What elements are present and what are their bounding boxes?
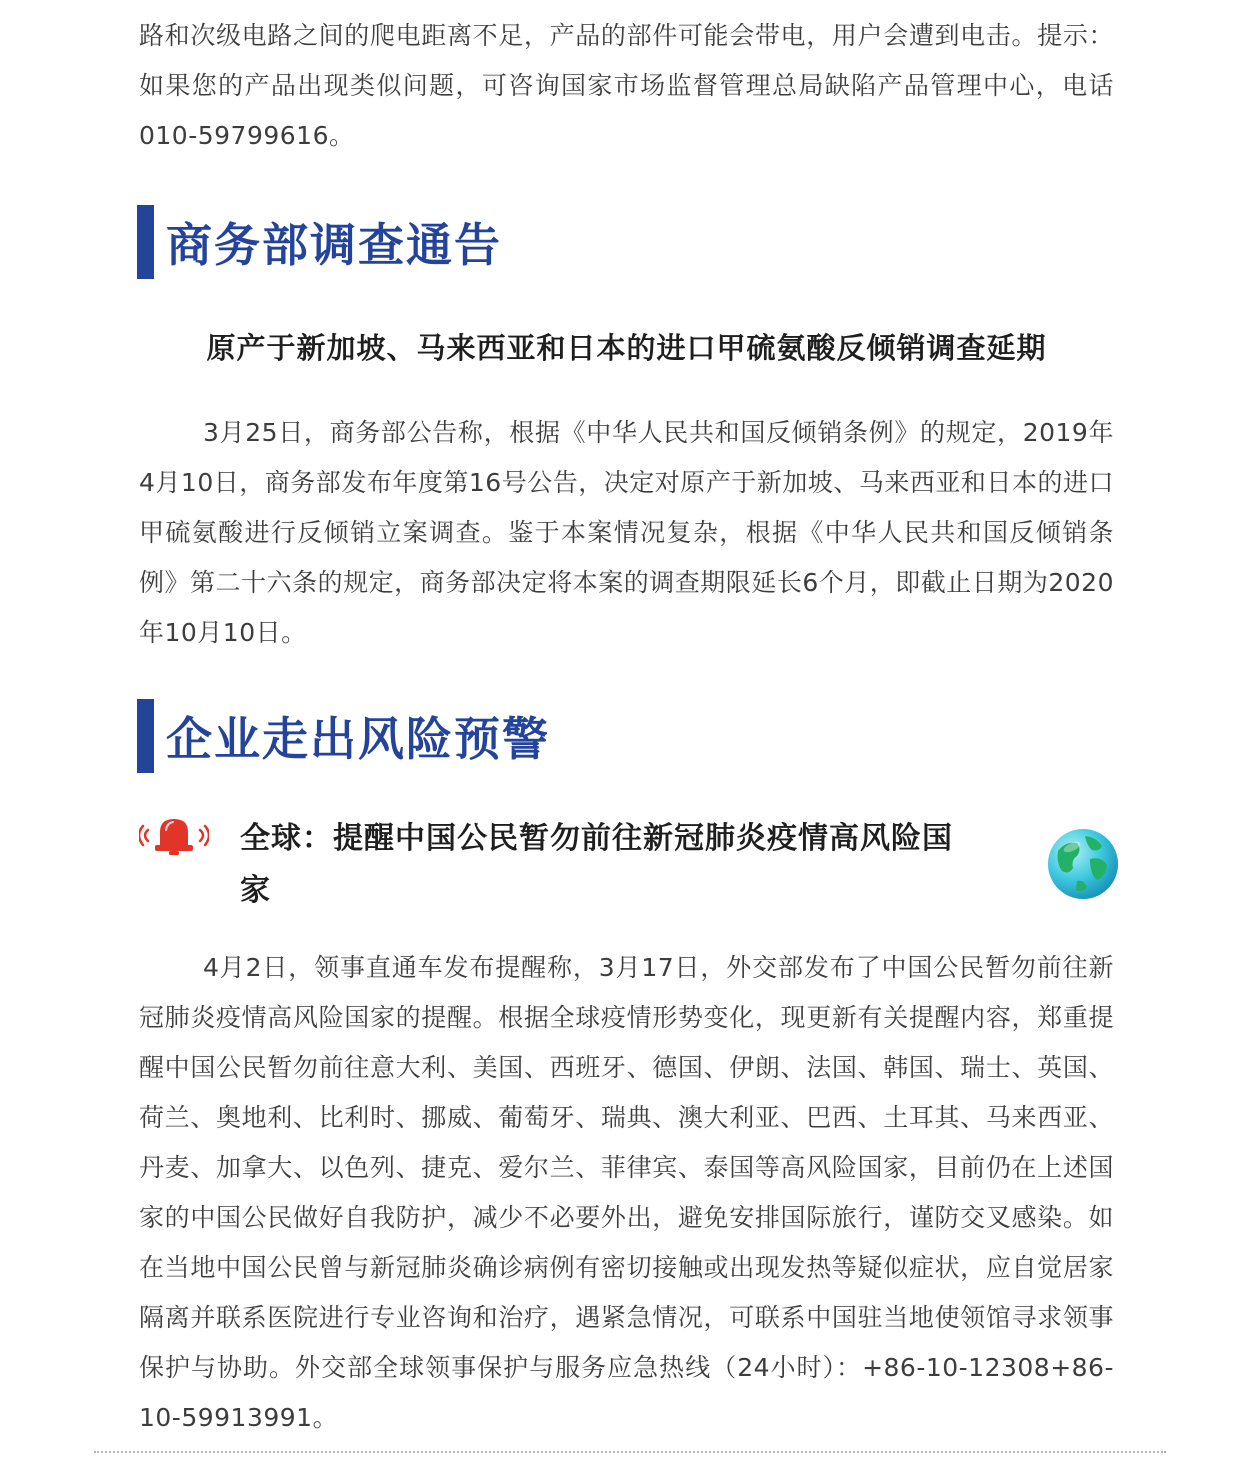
section-divider: [94, 1451, 1166, 1453]
section-title-risk: 企业走出风险预警: [166, 712, 550, 766]
section-accent-bar: [137, 205, 154, 279]
intro-paragraph: 路和次级电路之间的爬电距离不足，产品的部件可能会带电，用户会遭到电击。提示：如果您的产品出现类似问题，可咨询国家市场监督管理总局缺陷产品管理中心，电话010-59799616。: [139, 21, 1114, 150]
section-title-mofcom: 商务部调查通告: [166, 218, 502, 272]
globe-icon: [1046, 827, 1120, 901]
risk-body-paragraph: 4月2日，领事直通车发布提醒称，3月17日，外交部发布了中国公民暂勿前往新冠肺炎疫情高风险国家的提醒。根据全球疫情形势变化，现更新有关提醒内容，郑重提醒中国公民暂勿前往意大利、美国、西班牙、德国、伊朗、法国、韩国、瑞士、英国、荷兰、奥地利、比利时、挪威、葡萄牙、瑞典、澳大利亚、巴西、土耳其、马来西亚、丹麦、加拿大、以色列、捷克、爱尔兰、菲律宾、泰国等高风险国家，目前仍在上述国家的中国公民做好自我防护，减少不必要外出，避免安排国际旅行，谨防交叉感染。如在当地中国公民曾与新冠肺炎确诊病例有密切接触或出现发热等疑似症状，应自觉居家隔离并联系医院进行专业咨询和治疗，遇紧急情况，可联系中国驻当地使领馆寻求领事保护与协助。外交部全球领事保护与服务应急热线（24小时）：+86-10-12308+86-10-59913991。: [139, 953, 1114, 1432]
mofcom-body-paragraph: 3月25日，商务部公告称，根据《中华人民共和国反倾销条例》的规定，2019年4月10日，商务部发布年度第16号公告，决定对原产于新加坡、马来西亚和日本的进口甲硫氨酸进行反倾销立案调查。鉴于本案情况复杂，根据《中华人民共和国反倾销条例》第二十六条的规定，商务部决定将本案的调查期限延长6个月，即截止日期为2020年10月10日。: [139, 418, 1114, 647]
section-header-risk: [137, 699, 550, 773]
article-title-antidumping: 原产于新加坡、马来西亚和日本的进口甲硫氨酸反倾销调查延期: [206, 331, 1047, 365]
section-header-mofcom: [137, 205, 502, 279]
alert-title-covid: 全球：提醒中国公民暂勿前往新冠肺炎疫情高风险国家: [240, 821, 953, 908]
alarm-bell-icon: [139, 814, 209, 858]
section-accent-bar: [137, 699, 154, 773]
